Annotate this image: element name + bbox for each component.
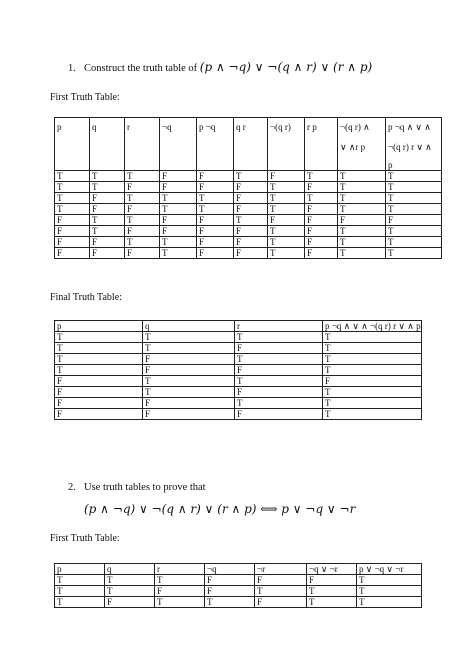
table-cell: T (323, 409, 422, 420)
table-cell: F (125, 204, 160, 215)
table-row (55, 398, 422, 409)
header-q: q (105, 564, 155, 575)
table-row (55, 409, 422, 420)
table-cell: T (90, 182, 125, 193)
table-cell: T (197, 193, 234, 204)
table-cell: T (305, 193, 338, 204)
header-not-q-or-not-r: ¬q ∨ ¬r (307, 564, 357, 575)
table-cell: T (338, 248, 386, 259)
header-p-or-not-q-or-not-r: p ∨ ¬q ∨ ¬r (357, 564, 422, 575)
table-row (55, 575, 422, 586)
table-cell: T (55, 182, 90, 193)
table-row (55, 365, 422, 376)
table-cell: F (125, 248, 160, 259)
table-cell: T (255, 586, 307, 597)
first-truth-table-caption-1: First Truth Table: (50, 92, 120, 103)
table-cell: T (386, 182, 442, 193)
table-cell: F (143, 365, 235, 376)
table-cell: F (55, 215, 90, 226)
table-cell: T (338, 204, 386, 215)
table-cell: F (305, 226, 338, 237)
table-cell: T (235, 376, 323, 387)
table-cell: F (305, 248, 338, 259)
table-cell: T (125, 237, 160, 248)
table-cell: T (160, 204, 197, 215)
table-cell: F (90, 248, 125, 259)
table-cell: F (143, 354, 235, 365)
table-cell: T (338, 193, 386, 204)
table-cell: T (268, 248, 305, 259)
table-cell: F (155, 586, 205, 597)
table-header-row (55, 321, 422, 332)
table-row (55, 586, 422, 597)
table-cell: T (55, 586, 105, 597)
table-cell: T (55, 332, 143, 343)
header-p: p (55, 564, 105, 575)
table-cell: T (323, 365, 422, 376)
table-cell: T (125, 215, 160, 226)
header-q: q (143, 321, 235, 332)
table-row (55, 387, 422, 398)
table-cell: T (234, 171, 268, 182)
table-cell: T (90, 171, 125, 182)
table-row (55, 237, 442, 248)
table-cell: F (197, 171, 234, 182)
table-cell: F (268, 215, 305, 226)
header-q: q (90, 118, 125, 171)
table-cell: F (55, 248, 90, 259)
table-cell: T (386, 204, 442, 215)
table-cell: T (235, 332, 323, 343)
table-cell: F (323, 376, 422, 387)
table-cell: T (307, 586, 357, 597)
table-cell: F (143, 409, 235, 420)
table-cell: T (125, 171, 160, 182)
final-truth-table (54, 320, 422, 420)
table-cell: F (234, 226, 268, 237)
table-cell: T (338, 237, 386, 248)
table-cell: T (323, 398, 422, 409)
question-2-number: 2. (68, 482, 76, 493)
final-truth-table-caption: Final Truth Table: (50, 292, 122, 303)
table-cell: T (386, 248, 442, 259)
table-cell: T (55, 193, 90, 204)
table-cell: F (55, 376, 143, 387)
header-combined-partial: ¬(q r) ∧ ∨ ∧r p (338, 118, 386, 171)
table-row (55, 193, 442, 204)
header-not-q: ¬q (205, 564, 255, 575)
table-cell: F (205, 586, 255, 597)
table-cell: F (160, 171, 197, 182)
table-cell: F (125, 226, 160, 237)
table-cell: T (268, 182, 305, 193)
table-cell: T (323, 354, 422, 365)
question-1-number: 1. (68, 63, 76, 74)
table-cell: T (305, 171, 338, 182)
question-1-formula: (p ∧ ¬q) ∨ ¬(q ∧ r) ∨ (r ∧ p) (199, 60, 373, 74)
table-cell: T (90, 226, 125, 237)
table-cell: F (55, 409, 143, 420)
table-row (55, 204, 442, 215)
header-not-r: ¬r (255, 564, 307, 575)
table-cell: T (143, 387, 235, 398)
question-2 (68, 482, 206, 493)
table-row (55, 215, 442, 226)
table-row (55, 182, 442, 193)
table-cell: F (90, 204, 125, 215)
table-header-row (55, 118, 442, 171)
first-truth-table-caption-2: First Truth Table: (50, 533, 120, 544)
header-q-and-r: q r (234, 118, 268, 171)
table-cell: T (357, 586, 422, 597)
table-cell: T (234, 215, 268, 226)
table-row (55, 376, 422, 387)
table-cell: F (143, 398, 235, 409)
header-p: p (55, 321, 143, 332)
table-cell: F (305, 204, 338, 215)
table-row (55, 171, 442, 182)
table-cell: T (268, 193, 305, 204)
table-cell: T (55, 354, 143, 365)
table-cell: F (234, 248, 268, 259)
table-cell: T (160, 193, 197, 204)
table-cell: T (90, 215, 125, 226)
table-cell: T (105, 575, 155, 586)
question-1-text: Construct the truth table of (84, 63, 198, 74)
table-cell: T (55, 204, 90, 215)
header-p-and-not-q: p ¬q (197, 118, 234, 171)
table-cell: F (160, 215, 197, 226)
header-full-expression: p ¬q ∧ ∨ ∧ ¬(q r) r ∨ ∧ p (386, 118, 442, 171)
table-cell: F (197, 248, 234, 259)
table-cell: T (160, 237, 197, 248)
header-p: p (55, 118, 90, 171)
header-full-expression: p ¬q ∧ ∨ ∧ ¬(q r) r ∨ ∧ p (323, 321, 422, 332)
table-cell: T (235, 398, 323, 409)
table-row (55, 597, 422, 608)
table-cell: F (235, 387, 323, 398)
table-cell: T (338, 226, 386, 237)
table-cell: T (268, 226, 305, 237)
table-cell: F (255, 597, 307, 608)
table-cell: T (155, 597, 205, 608)
table-cell: T (323, 332, 422, 343)
table-cell: F (160, 182, 197, 193)
table-cell: T (55, 575, 105, 586)
header-not-q-and-r: ¬(q r) (268, 118, 305, 171)
table-cell: F (255, 575, 307, 586)
table-cell: F (386, 215, 442, 226)
table-row (55, 332, 422, 343)
table-cell: T (160, 248, 197, 259)
first-truth-table-1 (54, 117, 442, 259)
table-cell: T (105, 586, 155, 597)
table-cell: T (307, 597, 357, 608)
table-cell: T (357, 597, 422, 608)
table-cell: T (55, 343, 143, 354)
table-cell: F (307, 575, 357, 586)
header-r-and-p: r p (305, 118, 338, 171)
table-cell: T (338, 171, 386, 182)
question-2-text: Use truth tables to prove that (84, 482, 206, 493)
table-cell: T (143, 343, 235, 354)
table-cell: F (125, 182, 160, 193)
table-cell: F (305, 215, 338, 226)
table-cell: F (234, 204, 268, 215)
table-cell: T (357, 575, 422, 586)
table-cell: F (268, 171, 305, 182)
table-cell: T (386, 226, 442, 237)
table-cell: T (55, 365, 143, 376)
table-cell: F (90, 237, 125, 248)
first-truth-table-2 (54, 563, 422, 608)
table-row (55, 354, 422, 365)
table-cell: F (90, 193, 125, 204)
table-cell: T (268, 237, 305, 248)
header-r: r (235, 321, 323, 332)
header-r: r (155, 564, 205, 575)
table-cell: T (323, 343, 422, 354)
table-cell: T (143, 332, 235, 343)
table-cell: T (386, 193, 442, 204)
table-row (55, 343, 422, 354)
header-r: r (125, 118, 160, 171)
table-cell: F (235, 343, 323, 354)
table-cell: F (197, 226, 234, 237)
table-cell: F (234, 237, 268, 248)
question-1 (68, 60, 372, 74)
table-cell: F (338, 215, 386, 226)
table-cell: F (55, 237, 90, 248)
table-cell: F (55, 398, 143, 409)
table-cell: T (338, 182, 386, 193)
table-cell: F (105, 597, 155, 608)
table-cell: F (55, 226, 90, 237)
table-header-row (55, 564, 422, 575)
table-cell: T (125, 193, 160, 204)
table-cell: T (143, 376, 235, 387)
table-cell: T (55, 171, 90, 182)
table-cell: F (305, 237, 338, 248)
table-cell: F (197, 182, 234, 193)
header-not-q: ¬q (160, 118, 197, 171)
table-cell: F (305, 182, 338, 193)
table-cell: T (55, 597, 105, 608)
table-cell: F (197, 215, 234, 226)
table-cell: T (386, 237, 442, 248)
table-cell: F (160, 226, 197, 237)
table-cell: T (205, 597, 255, 608)
table-row (55, 226, 442, 237)
table-cell: F (234, 193, 268, 204)
table-cell: F (235, 409, 323, 420)
table-cell: F (234, 182, 268, 193)
table-cell: T (155, 575, 205, 586)
table-cell: T (268, 204, 305, 215)
table-cell: T (386, 171, 442, 182)
question-2-formula: (p ∧ ¬q) ∨ ¬(q ∧ r) ∨ (r ∧ p) ⟺ p ∨ ¬q ∨ ¬r (84, 502, 356, 516)
table-cell: T (197, 204, 234, 215)
table-cell: T (323, 387, 422, 398)
table-cell: F (197, 237, 234, 248)
table-cell: F (235, 365, 323, 376)
table-row (55, 248, 442, 259)
table-cell: F (55, 387, 143, 398)
table-cell: F (205, 575, 255, 586)
table-cell: T (235, 354, 323, 365)
